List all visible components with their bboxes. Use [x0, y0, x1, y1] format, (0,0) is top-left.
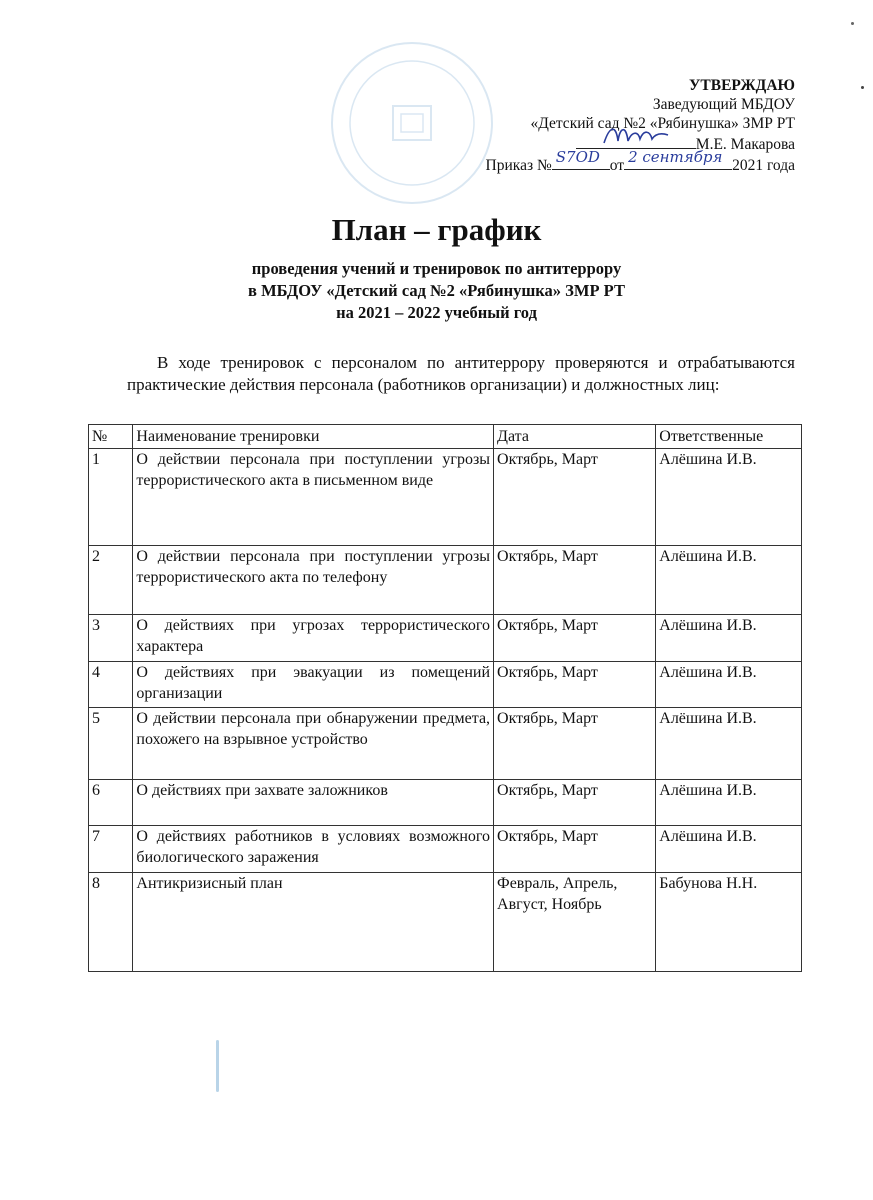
table-row	[89, 708, 802, 780]
row-responsible: Алёшина И.В.	[656, 826, 802, 873]
order-date-field	[624, 148, 732, 170]
scan-speck	[851, 22, 854, 25]
header-number: №	[89, 425, 133, 449]
approval-organization: «Детский сад №2 «Рябинушка» ЗМР РТ	[530, 115, 795, 132]
row-responsible: Бабунова Н.Н.	[656, 873, 802, 972]
subtitle	[0, 258, 873, 324]
table-row	[89, 873, 802, 972]
row-date: Октябрь, Март	[494, 780, 656, 826]
intro-paragraph: В ходе тренировок с персоналом по антитеррору проверяются и отрабатываются практические действия персонала (работников организации) и должностных лиц:	[127, 353, 795, 394]
approval-heading: УТВЕРЖДАЮ	[689, 77, 795, 94]
order-year: 2021 года	[732, 157, 795, 174]
subtitle-line-1: проведения учений и тренировок по антитеррору	[251, 259, 622, 278]
header-responsible: Ответственные	[656, 425, 802, 449]
row-responsible: Алёшина И.В.	[656, 615, 802, 662]
row-training-name: О действии персонала при поступлении угрозы террористического акта по телефону	[133, 546, 494, 615]
row-responsible: Алёшина И.В.	[656, 449, 802, 546]
order-number-field	[552, 148, 610, 170]
row-training-name: О действии персонала при обнаружении предмета, похожего на взрывное устройство	[133, 708, 494, 780]
table-row	[89, 546, 802, 615]
table-row	[89, 615, 802, 662]
row-date: Октябрь, Март	[494, 615, 656, 662]
row-number: 5	[89, 708, 133, 780]
training-plan-table	[88, 424, 802, 972]
row-number: 6	[89, 780, 133, 826]
row-date: Октябрь, Март	[494, 708, 656, 780]
row-date: Октябрь, Март	[494, 662, 656, 708]
row-date: Октябрь, Март	[494, 449, 656, 546]
table-row	[89, 826, 802, 873]
header-date: Дата	[494, 425, 656, 449]
approval-position: Заведующий МБДОУ	[652, 96, 795, 113]
page-title: План – график	[331, 212, 542, 247]
row-number: 1	[89, 449, 133, 546]
row-training-name: О действиях при эвакуации из помещений организации	[133, 662, 494, 708]
subtitle-line-2: в МБДОУ «Детский сад №2 «Рябинушка» ЗМР РТ	[248, 281, 625, 300]
row-number: 4	[89, 662, 133, 708]
row-number: 3	[89, 615, 133, 662]
row-responsible: Алёшина И.В.	[656, 546, 802, 615]
approval-signer: М.Е. Макарова	[695, 136, 795, 153]
order-prefix: Приказ №	[485, 157, 552, 174]
order-number-handwritten: S7OD	[555, 148, 600, 166]
header-name: Наименование тренировки	[133, 425, 494, 449]
row-responsible: Алёшина И.В.	[656, 780, 802, 826]
row-responsible: Алёшина И.В.	[656, 708, 802, 780]
table-row	[89, 780, 802, 826]
handwritten-signature-icon	[576, 119, 696, 149]
row-training-name: О действиях при угрозах террористического характера	[133, 615, 494, 662]
subtitle-line-3: на 2021 – 2022 учебный год	[336, 303, 537, 322]
approval-block	[486, 76, 795, 175]
row-responsible: Алёшина И.В.	[656, 662, 802, 708]
row-training-name: О действиях работников в условиях возможного биологического заражения	[133, 826, 494, 873]
row-number: 2	[89, 546, 133, 615]
order-from: от	[609, 157, 625, 174]
row-date: Февраль, Апрель, Август, Ноябрь	[494, 873, 656, 972]
row-training-name: Антикризисный план	[133, 873, 494, 972]
round-seal-stamp-icon	[327, 38, 497, 208]
row-training-name: О действиях при захвате заложников	[133, 780, 494, 826]
row-training-name: О действии персонала при поступлении угрозы террористического акта в письменном виде	[133, 449, 494, 546]
row-date: Октябрь, Март	[494, 826, 656, 873]
approval-order-line	[485, 148, 795, 175]
table-row	[89, 662, 802, 708]
scan-speck	[861, 86, 864, 89]
signature-line	[576, 133, 696, 149]
row-number: 8	[89, 873, 133, 972]
table-header-row	[89, 425, 802, 449]
order-date-handwritten: 2 сентября	[628, 148, 723, 166]
row-number: 7	[89, 826, 133, 873]
row-date: Октябрь, Март	[494, 546, 656, 615]
scan-ink-mark	[216, 1040, 219, 1092]
table-row	[89, 449, 802, 546]
